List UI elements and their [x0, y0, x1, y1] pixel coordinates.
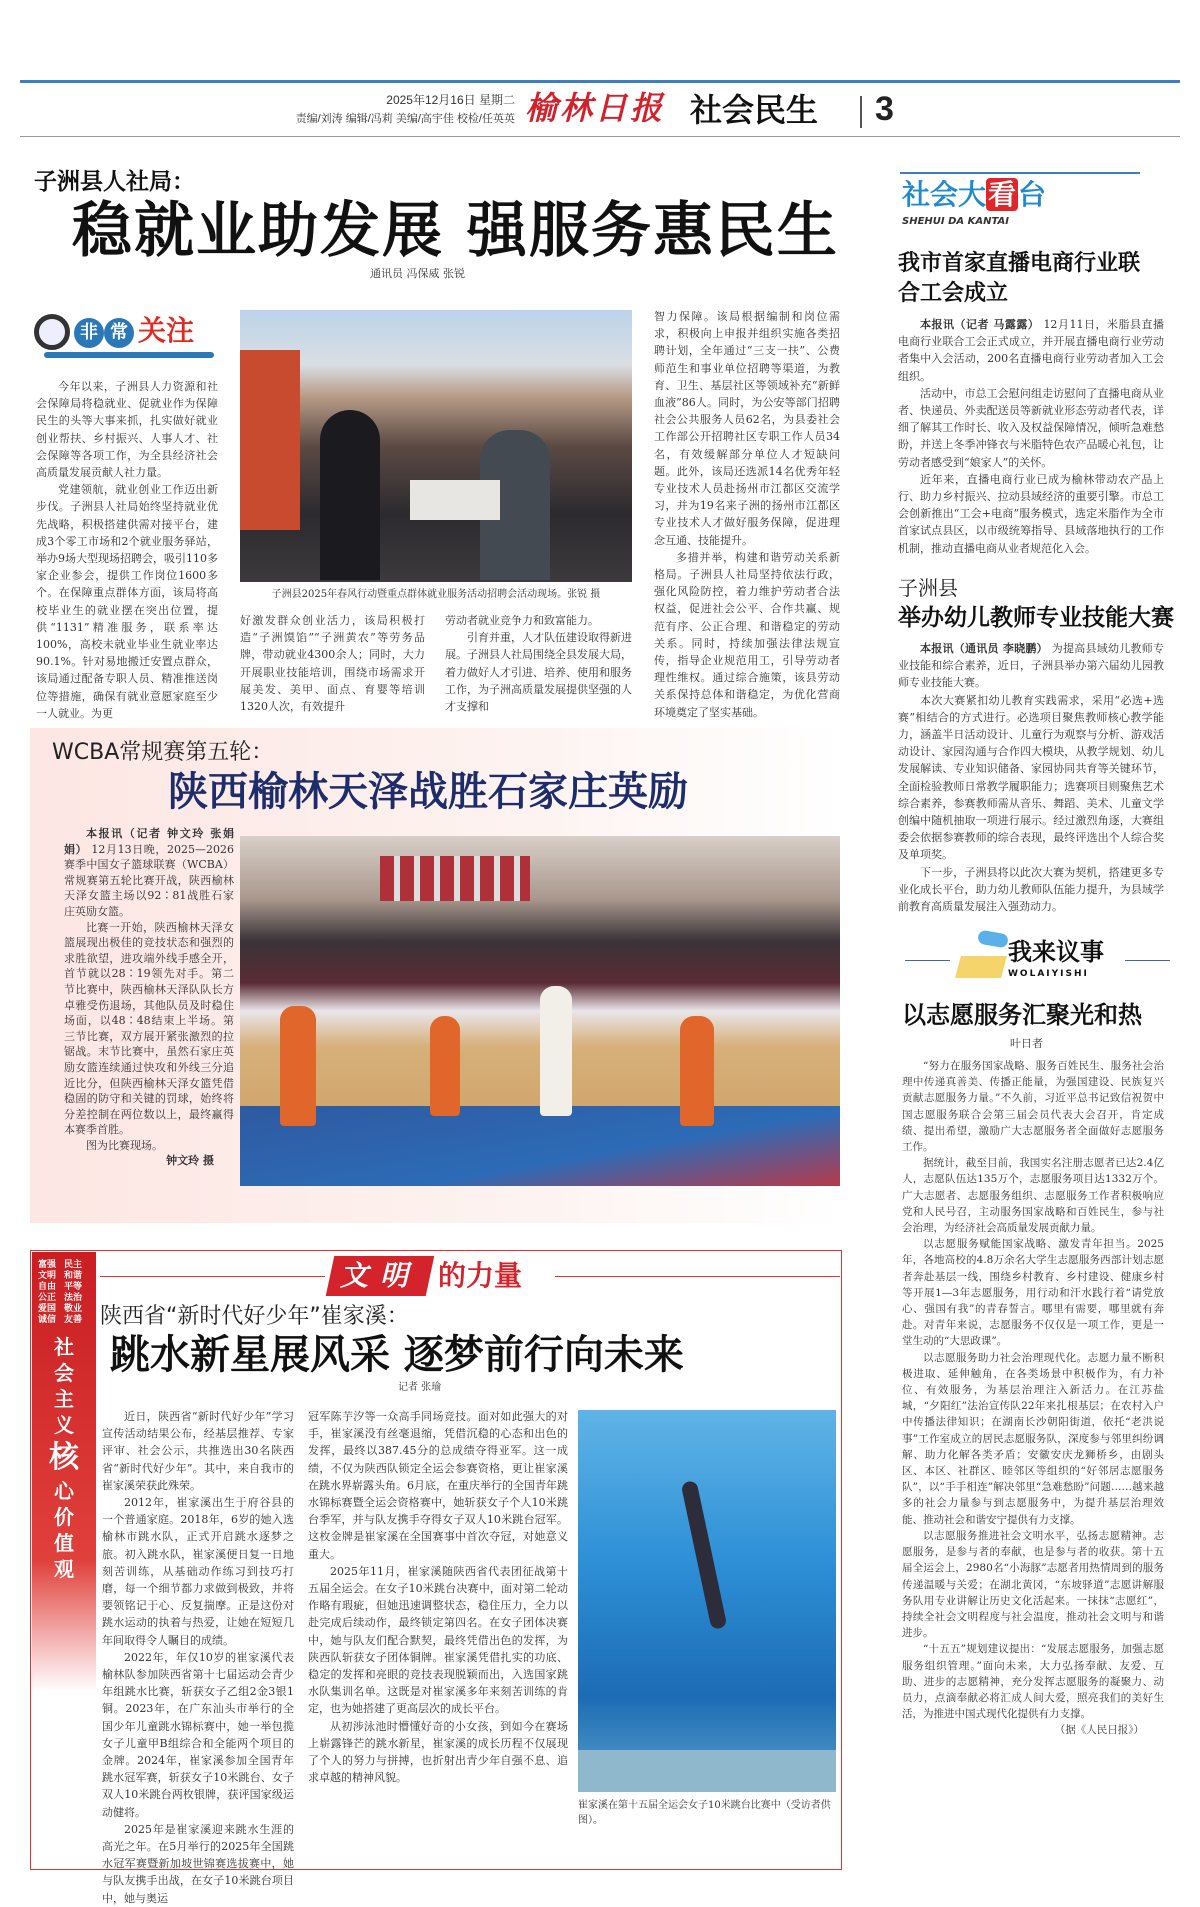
- paragraph: 冠军陈芋汐等一众高手同场竞技。面对如此强大的对手，崔家溪没有丝毫退缩，凭借沉稳的心态和出色的发挥，最终以387.45分的总成绩夺得亚军。这一成绩，不仅为陕西队锁定全运会参赛资格，更让崔家溪在跳水界崭露头角。6月底，在重庆举行的全国青年跳水锦标赛暨全运会资格赛中，她斩获女子个人10米跳台季军，并与队友携手夺得女子双人10米跳台冠军。这枚金牌是崔家溪在全国赛事中首次夺冠，对她意义重大。: [308, 1410, 568, 1561]
- lead-label: 本报讯: [920, 318, 955, 331]
- diving-headline: 跳水新星展风采 逐梦前行向未来: [110, 1331, 684, 1378]
- lead-headline: 稳就业助发展 强服务惠民生: [72, 196, 839, 266]
- editorial-staff: 责编/刘涛 编辑/冯莉 美编/高宇佳 校检/任英英: [295, 113, 515, 125]
- value-word: 平等: [64, 1282, 83, 1292]
- wcba-body: [64, 826, 234, 1169]
- diving-kicker: 陕西省“新时代好少年”崔家溪：: [100, 1304, 409, 1329]
- diving-column-2: [308, 1408, 568, 1860]
- vertical-char: 核: [49, 1440, 79, 1475]
- value-word: 民主: [64, 1260, 83, 1270]
- value-word: 诚信: [38, 1315, 57, 1325]
- lead-byline: 通讯员 冯保威 张锐: [370, 267, 465, 280]
- diver-figure: [681, 1480, 728, 1630]
- core-values-sidebar: [32, 1252, 96, 1692]
- opinion-headline: 以志愿服务汇聚光和热: [902, 1000, 1142, 1029]
- header-underline: [20, 136, 1180, 137]
- opinion-author: 叶日者: [1010, 1037, 1043, 1050]
- logo-text: 台: [1018, 178, 1047, 211]
- paragraph: “十五五”规划建议提出：“发展志愿服务，加强志愿服务组织管理。”面向未来，大力弘扬奉献、友爱、互助、进步的志愿精神，充分发挥志愿服务的凝聚力、动员力，点滴奉献必将汇成人间大爱，照亮我们的美好生活，为推进中国式现代化提供有力支撑。: [902, 1643, 1164, 1721]
- lead-label: 本报讯: [86, 827, 124, 840]
- lead-column-2: [240, 612, 425, 712]
- paragraph: “努力在服务国家战略、服务百姓民生、服务社会治理中传递真善美、传播正能量，为强国建设、民族复兴贡献志愿服务力量。”不久前，习近平总书记致信祝贺中国志愿服务联合会第三届会员代表大会召开，肯定成绩、提出希望，激励广大志愿服务者全面做好志愿服务工作。: [902, 1060, 1164, 1154]
- paragraph: 2022年，年仅10岁的崔家溪代表榆林队参加陕西省第十七届运动会青少年组跳水比赛，斩获女子乙组2金3银1铜。2023年，在广东汕头市举行的全国少年儿童跳水锦标赛中，她一举包揽女子儿童甲B组综合和全能两个项目的金牌。2024年，崔家溪参加全国青年跳水冠军赛，斩获女子10米跳台、女子双人10米跳台两枚银牌，获评国家级运动健将。: [102, 1650, 294, 1819]
- badge-title: 关注: [138, 314, 195, 347]
- diving-caption: 崔家溪在第十五届全运会女子10米跳台比赛中（受访者供图）。: [578, 1800, 831, 1826]
- logo-rule: [900, 172, 1140, 174]
- badge-char-1: 非: [74, 318, 104, 348]
- issue-date: 2025年12月16日 星期二: [386, 93, 515, 107]
- platform: [578, 1750, 836, 1792]
- value-word: 敬业: [64, 1304, 83, 1314]
- value-word: 友善: [64, 1315, 83, 1325]
- paragraph: 今年以来，子洲县人力资源和社会保障局将稳就业、促就业作为保障民生的头等大事来抓，扎实做好就业创业帮扶、乡村振兴、人事人才、社会保障等各项工作，为全县经济社会高质量发展贡献人社力量。: [36, 380, 218, 480]
- paragraph: 近日，陕西省“新时代好少年”学习宣传活动结果公布，经基层推荐、专家评审、社会公示，共推选出30名陕西省“新时代好少年”。其中，来自我市的崔家溪荣获此殊荣。: [102, 1410, 294, 1492]
- opinion-rule-left: [905, 960, 950, 961]
- diving-byline: 记者 张瑜: [398, 1382, 442, 1393]
- photo-credit: 钟文玲 摄: [166, 1154, 214, 1168]
- banner-title-a: [340, 1258, 420, 1294]
- paragraph: 下一步，子洲县将以此次大赛为契机，搭建更多专业化成长平台，助力幼儿教师队伍能力提升，为县域学前教育高质量发展注入强劲动力。: [898, 865, 1164, 914]
- paragraph: 好激发群众创业活力，该局积极打造“子洲馍馅”“子洲黄农”等劳务品牌，带动就业4300余人；同时，大力开展职业技能培训，围绕市场需求开展美发、美甲、面点、育婴等培训1320人次，有效提升: [240, 614, 425, 714]
- table-figure: [410, 480, 500, 520]
- paragraph: 劳动者就业竞争力和致富能力。: [445, 614, 599, 627]
- value-word: 富强: [38, 1260, 57, 1270]
- arena-banners: [380, 856, 530, 901]
- vertical-char: 会: [54, 1361, 74, 1385]
- paragraph: 2025年是崔家溪迎来跳水生涯的高光之年。在5月举行的2025年全国跳水冠军赛暨新加坡世锦赛选拔赛中，她与队友携手出战，在女子10米跳台项目中，她与奥运: [102, 1822, 294, 1905]
- paragraph: 2012年，崔家溪出生于府谷县的一个普通家庭。2018年，6岁的她入选榆林市跳水队，正式开启跳水逐梦之旅。初入跳水队，崔家溪便日复一日地刻苦训练，从基础动作练习到技巧打磨，每一个细节都力求做到极致，并将要领铭记于心、反复揣摩。正是这份对跳水运动的执着与热爱，让她在短短几年间取得令人瞩目的成绩。: [102, 1496, 294, 1647]
- lead-column-1: [36, 378, 218, 720]
- vertical-char: 观: [54, 1557, 74, 1581]
- job-fair-photo: [240, 310, 632, 582]
- paragraph: 为提高县域幼儿教师专业技能和综合素养，近日，子洲县举办第六届幼儿园教师专业技能大赛。: [898, 642, 1165, 690]
- logo-pinyin: SHEHUI DA KANTAI: [902, 216, 1009, 227]
- diving-photo: [578, 1410, 836, 1792]
- reporter: （通讯员 李晓鹏）: [953, 642, 1048, 655]
- paragraph: 引育并重，人才队伍建设取得新进展。子洲县人社局围绕全县发展大局，着力做好人才引进、培养、使用和服务工作，为子洲高质量发展提供坚强的人才支撑和: [445, 631, 632, 714]
- person-figure: [320, 410, 380, 580]
- lead-column-4: [654, 308, 840, 719]
- banner-char: 明: [380, 1259, 421, 1292]
- opinion-body: [902, 1058, 1164, 1848]
- vertical-char: 义: [54, 1413, 74, 1437]
- union-headline: 我市首家直播电商行业联合工会成立: [898, 250, 1141, 306]
- paragraph: 本次大赛紧扣幼儿教育实践需求，采用“必选+选赛”相结合的方式进行。必选项目聚焦教师核心教学能力，涵盖半日活动设计、儿童行为观察与分析、游戏活动设计、家园沟通与合作四大模块，从教学规划、幼儿发展解读、专业知识储备、家园协同共育等关键环节，全面检验教师日常教学履职能力；选赛项目则聚焦艺术综合素养，参赛教师需从音乐、舞蹈、美术、儿童文学创编中随机抽取一项进行展示。经过激烈角逐，大赛组委会依据参赛教师的综合表现，最终评选出个人综合奖及单项奖。: [898, 693, 1164, 862]
- reporters: （记者 钟文玲 张娟娟）: [64, 827, 234, 856]
- teacher-headline: 举办幼儿教师专业技能大赛: [898, 604, 1174, 631]
- banner-rule-right: [555, 1276, 840, 1277]
- opinion-pinyin: WOLAIYISHI: [1008, 969, 1089, 979]
- vertical-char: 值: [54, 1531, 74, 1555]
- logo-text: 社会大: [902, 178, 987, 211]
- paragraph: 近年来，直播电商行业已成为榆林带动农产品上行、助力乡村振兴、拉动县域经济的重要引擎。市总工会创新推出“工会+电商”服务模式，选定米脂作为全市首家试点县区，以市级统筹指导、县域落地执行的工作机制，推动直播电商从业者规范化入会。: [898, 472, 1164, 555]
- vertical-char: 心: [54, 1479, 74, 1503]
- diving-column-1: [102, 1408, 294, 1905]
- banner-title-b: 的力量: [438, 1259, 523, 1292]
- teacher-body: [898, 640, 1165, 914]
- magnifier-icon: [34, 314, 70, 350]
- logo-text: 看: [988, 178, 1017, 211]
- vertical-char: 社: [54, 1335, 74, 1359]
- badge-wave: [44, 352, 214, 358]
- paragraph: 从初涉泳池时懵懂好奇的小女孩，到如今在赛场上崭露锋芒的跳水新星，崔家溪的成长历程不仅展现了个人的努力与拼搏，也折射出青少年自强不息、追求卓越的精神风貌。: [308, 1719, 568, 1785]
- lead-label: 本报讯: [920, 642, 954, 655]
- header-rule: [20, 80, 1180, 83]
- paragraph: 比赛一开始，陕西榆林天泽女篮展现出极佳的竞技状态和强烈的求胜欲望，进攻端外线手感全开，首节就以28∶19领先对手。第二节比赛中，陕西榆林天泽队队长方卓雅受伤退场，其他队员及时稳住场面，以48∶48结束上半场。第三节比赛，双方展开紧张激烈的拉锯战。末节比赛中，虽然石家庄英励女篮连续通过快攻和外线三分追近比分，但陕西榆林天泽女篮凭借稳固的防守和关键的罚球，始终将分差控制在两位数以上，最终赢得本赛季首胜。: [64, 920, 234, 1137]
- reporter: （记者 马露露）: [954, 318, 1040, 331]
- vertical-char: 价: [54, 1505, 74, 1529]
- paragraph: 党建领航，就业创业工作迈出新步伐。子洲县人社局始终坚持就业优先战略，积极搭建供需对接平台，建成3个零工市场和2个就业服务驿站，举办9场大型现场招聘会，吸引110多家企业参会，提供工作岗位1600多个。在保障重点群体方面，该局将高校毕业生的就业摆在突出位置，提供“1131”精准服务，联系率达100%，高校未就业毕业生就业率达90.1%。针对易地搬迁安置点群众，该局通过配备专职人员、精准推送岗位等措施，确保有就业意愿家庭至少一人就业。为更: [36, 483, 218, 720]
- value-word: 自由: [38, 1282, 57, 1292]
- paragraph: 智力保障。该局根据编制和岗位需求，积极向上申报并组织实施各类招聘计划，全年通过“三支一扶”、公费师范生和事业单位招聘等渠道，为教育、卫生、基层社区等领域补充“新鲜血液”86人。同时，为公安等部门招聘社会公共服务人员62名，为县委社会工作部公开招聘社区专职工作人员34名，有效缓解部分单位人才短缺问题。此外，该局还选派14名优秀年轻专业技术人员赴扬州市江都区交流学习，并为19名来子洲的扬州市江都区专业技术人才做好服务保障，促进理念互通、技能提升。: [654, 310, 840, 547]
- paragraph: 据统计，截至目前，我国实名注册志愿者已达2.4亿人，志愿队伍达135万个，志愿服务项目达1332万个。广大志愿者、志愿服务组织、志愿服务工作者积极响应党和人民号召，主动服务国家战略和百姓民生，参与社会治理，为经济社会高质量发展贡献力量。: [902, 1157, 1164, 1235]
- wcba-headline: 陕西榆林天泽战胜石家庄英励: [168, 768, 688, 815]
- paragraph: 12月13日晚，2025—2026赛季中国女子篮球联赛（WCBA）常规赛第五轮比赛开战，陕西榆林天泽女篮主场以92∶81战胜石家庄英励女篮。: [64, 842, 235, 918]
- section-title: 社会民生: [690, 91, 819, 129]
- court-paint: [240, 1106, 840, 1186]
- shehui-dakantai-logo: [900, 172, 1140, 230]
- teacher-kicker: 子洲县: [898, 576, 958, 600]
- basketball-photo: [240, 836, 840, 1186]
- lead-kicker: 子洲县人社局：: [34, 168, 195, 195]
- header-divider: [860, 96, 862, 128]
- opinion-logo: 我来议事: [1008, 938, 1104, 966]
- banner-rule-left: [100, 1276, 325, 1277]
- value-word: 法治: [64, 1293, 83, 1303]
- source-note: （据《人民日报》）: [1054, 1724, 1144, 1737]
- value-word: 爱国: [38, 1304, 57, 1314]
- value-word: 和谐: [64, 1271, 83, 1281]
- paragraph: 以志愿服务助力社会治理现代化。志愿力量不断积极进取、延伸触角，在各类场景中积极作为，有力补位、有效服务，为基层治理注入新活力。在江苏盐城，“夕阳红”法治宣传队22年来扎根基层；在农村入户中传播法律知识；在湖南长沙朝阳街道，依托“老洪说事”工作室成立的居民志愿服务队，深度参与邻里纠纷调解、助力化解各类矛盾；安徽安庆龙狮桥乡，由剧头区、本区、社群区、睦邻区等组织的“好邻居志愿服务队”，以“手手相连”解决邻里“急难愁盼”问题……越来越多的社会力量参与到志愿服务中，为提升基层治理效能、推动社会和谐安宁提供有力支撑。: [902, 1351, 1164, 1526]
- badge-char-2: 常: [104, 318, 134, 348]
- paragraph: 以志愿服务赋能国家战略、激发青年担当。2025年，各地高校的4.8万余名大学生志愿服务西部计划志愿者奔赴基层一线，围绕乡村教育、乡村建设、健康乡村等开展1—3年志愿服务，用行动和汗水践行着“请党放心、强国有我”的青春誓言。哪里有需要，哪里就有奔赴。对青年来说，志愿服务不仅仅是一项工作，更是一堂生动的“大思政课”。: [902, 1238, 1164, 1348]
- banner-board: [240, 350, 300, 530]
- wcba-kicker: WCBA常规赛第五轮：: [52, 740, 274, 765]
- player-figure: [540, 986, 572, 1116]
- union-body: [898, 316, 1164, 556]
- banner-char: 文: [340, 1259, 381, 1292]
- value-word: 公正: [38, 1293, 57, 1303]
- paragraph: 多措并举，构建和谐劳动关系新格局。子洲县人社局坚持依法行政，强化风险防控，着力维护劳动者合法权益，促进社会公平、合作共赢、规范有序、公正合理、和谐稳定的劳动关系。同时，持续加强法律法规宣传，指导企业规范用工，引导劳动者理性维权。通过综合施策，该县劳动关系保持总体和谐稳定，为优化营商环境奠定了坚实基础。: [654, 550, 840, 719]
- value-word: 文明: [38, 1271, 57, 1281]
- newspaper-logo: 榆林日报: [525, 89, 666, 127]
- lead-column-3: [445, 612, 632, 712]
- vertical-char: 主: [54, 1387, 74, 1411]
- paragraph: 2025年11月，崔家溪随陕西省代表团征战第十五届全运会。在女子10米跳台决赛中，面对第二轮动作略有瑕疵，但她迅速调整状态，稳住压力，全力以赴完成后续动作，最终锁定第四名。在女子团体决赛中，她与队友们配合默契，最终凭借出色的发挥，为陕西队斩获女子团体铜牌。崔家溪凭借扎实的功底、稳定的发挥和亮眼的竞技表现脱颖而出，入选国家跳水队集训名单。这既是对崔家溪多年来刻苦训练的肯定，也为她搭建了更高层次的成长平台。: [308, 1564, 568, 1716]
- paragraph: 12月11日，米脂县直播电商行业联合工会正式成立，并开展直播电商行业劳动者集中入会活动，200名直播电商行业劳动者加入工会组织。: [898, 318, 1164, 383]
- page-number: 3: [875, 90, 894, 128]
- paragraph: 以志愿服务推进社会文明水平，弘扬志愿精神。志愿服务，是参与者的奉献，也是参与者的收获。第十五届全运会上，2980名“小海豚”志愿者用热情周到的服务传递温暖与关爱；在湖北黄冈，“东坡驿道”志愿讲解服务队用专业讲解让历史文化活起来。一抹抹“志愿红”，持续全社会文明程度与社会温度，推动社会文明与和谐进步。: [902, 1529, 1164, 1640]
- lead-photo-caption: 子洲县2025年春风行动暨重点群体就业服务活动招聘会活动现场。张锐 摄: [271, 589, 601, 600]
- paragraph: 活动中，市总工会慰问组走访慰问了直播电商从业者、快递员、外卖配送员等新就业形态劳动者代表，详细了解其工作时长、收入及权益保障情况，倾听急难愁盼，并送上冬季冲锋衣与米脂特色农产品暖心礼包，让劳动者感受到“娘家人”的关怀。: [898, 386, 1164, 469]
- player-figure: [430, 1016, 460, 1116]
- photo-caption: 图为比赛现场。: [86, 1138, 163, 1152]
- opinion-rule-right: [1125, 960, 1170, 961]
- player-figure: [280, 1006, 316, 1126]
- player-figure: [680, 1016, 714, 1126]
- feature-badge: [34, 310, 214, 362]
- microphone-icon: [958, 930, 1008, 980]
